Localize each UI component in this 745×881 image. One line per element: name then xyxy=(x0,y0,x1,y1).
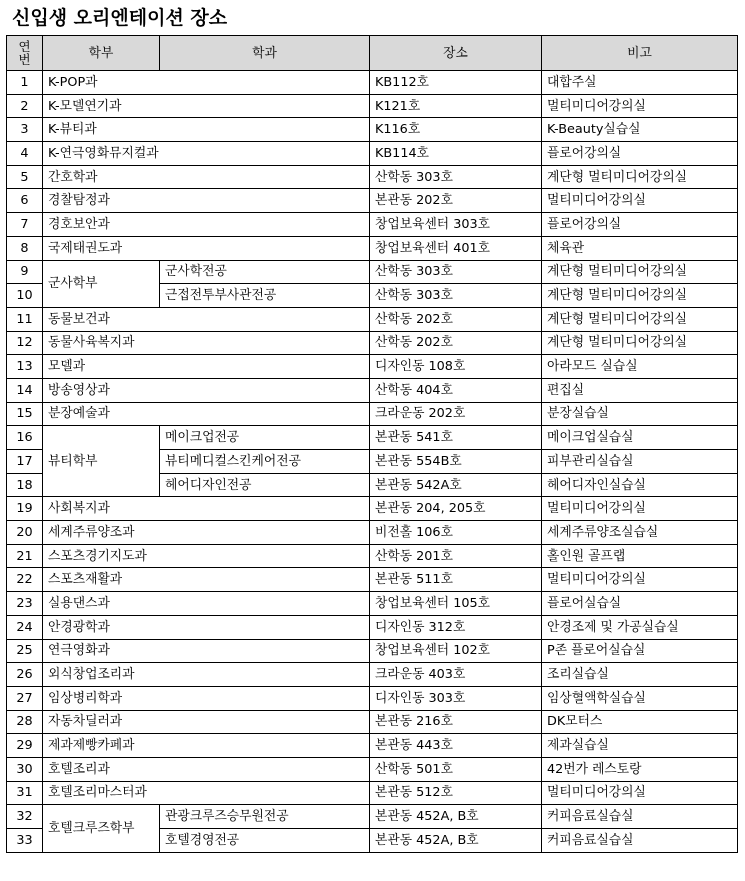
table-row xyxy=(7,307,738,331)
table-row xyxy=(7,426,738,450)
cell-place: 본관동 541호 xyxy=(370,426,542,450)
cell-place: K121호 xyxy=(370,94,542,118)
cell-place: 산학동 501호 xyxy=(370,757,542,781)
header-dept: 학부 xyxy=(43,36,160,71)
cell-place: 디자인동 108호 xyxy=(370,355,542,379)
cell-note: 멀티미디어강의실 xyxy=(542,568,738,592)
cell-place: 창업보육센터 105호 xyxy=(370,592,542,616)
cell-dept-name: 세계주류양조과 xyxy=(43,521,370,545)
table-row xyxy=(7,260,738,284)
cell-note: 플로어실습실 xyxy=(542,592,738,616)
cell-no: 29 xyxy=(7,734,43,758)
cell-no: 24 xyxy=(7,615,43,639)
cell-no: 32 xyxy=(7,805,43,829)
cell-dept-name: K-POP과 xyxy=(43,71,370,95)
header-no-top: 연 xyxy=(18,39,31,54)
cell-no: 11 xyxy=(7,307,43,331)
cell-dept-name: 임상병리학과 xyxy=(43,686,370,710)
cell-dept-name: 스포츠재활과 xyxy=(43,568,370,592)
cell-place: 디자인동 303호 xyxy=(370,686,542,710)
table-row xyxy=(7,497,738,521)
cell-place: 산학동 303호 xyxy=(370,165,542,189)
cell-no: 16 xyxy=(7,426,43,450)
cell-place: 본관동 443호 xyxy=(370,734,542,758)
cell-note: 대합주실 xyxy=(542,71,738,95)
cell-note: 멀티미디어강의실 xyxy=(542,94,738,118)
table-row xyxy=(7,663,738,687)
cell-place: K116호 xyxy=(370,118,542,142)
cell-dept: 뷰티학부 xyxy=(43,426,160,497)
cell-note: 멀티미디어강의실 xyxy=(542,189,738,213)
cell-note: 임상혈액학실습실 xyxy=(542,686,738,710)
cell-major: 헤어디자인전공 xyxy=(160,473,370,497)
cell-note: 안경조제 및 가공실습실 xyxy=(542,615,738,639)
cell-dept-name: K-연극영화뮤지컬과 xyxy=(43,142,370,166)
table-row xyxy=(7,189,738,213)
cell-note: 플로어강의실 xyxy=(542,213,738,237)
header-row xyxy=(7,36,738,71)
cell-dept-name: 사회복지과 xyxy=(43,497,370,521)
header-no xyxy=(7,36,43,71)
table-row xyxy=(7,236,738,260)
cell-place: 크라운동 202호 xyxy=(370,402,542,426)
cell-place: 본관동 452A, B호 xyxy=(370,829,542,853)
cell-no: 6 xyxy=(7,189,43,213)
cell-note: 계단형 멀티미디어강의실 xyxy=(542,284,738,308)
cell-note: 세계주류양조실습실 xyxy=(542,521,738,545)
cell-no: 15 xyxy=(7,402,43,426)
cell-dept-name: 자동차딜러과 xyxy=(43,710,370,734)
cell-dept-name: 외식창업조리과 xyxy=(43,663,370,687)
table-row xyxy=(7,805,738,829)
cell-dept: 군사학부 xyxy=(43,260,160,307)
cell-no: 23 xyxy=(7,592,43,616)
cell-no: 17 xyxy=(7,450,43,474)
table-row xyxy=(7,686,738,710)
cell-dept-name: 동물보건과 xyxy=(43,307,370,331)
table-row xyxy=(7,639,738,663)
cell-note: 커피음료실습실 xyxy=(542,829,738,853)
cell-dept-name: 간호학과 xyxy=(43,165,370,189)
cell-place: 산학동 202호 xyxy=(370,331,542,355)
cell-no: 10 xyxy=(7,284,43,308)
cell-dept-name: 모델과 xyxy=(43,355,370,379)
cell-dept-name: 경호보안과 xyxy=(43,213,370,237)
cell-place: 본관동 512호 xyxy=(370,781,542,805)
table-row xyxy=(7,781,738,805)
header-major: 학과 xyxy=(160,36,370,71)
cell-dept-name: 제과제빵카페과 xyxy=(43,734,370,758)
cell-dept-name: 안경광학과 xyxy=(43,615,370,639)
cell-note: 멀티미디어강의실 xyxy=(542,781,738,805)
table-row xyxy=(7,331,738,355)
header-no-bottom: 번 xyxy=(18,52,31,67)
cell-place: KB114호 xyxy=(370,142,542,166)
cell-no: 20 xyxy=(7,521,43,545)
cell-note: 피부관리실습실 xyxy=(542,450,738,474)
cell-dept-name: 실용댄스과 xyxy=(43,592,370,616)
cell-no: 1 xyxy=(7,71,43,95)
cell-no: 5 xyxy=(7,165,43,189)
cell-note: 42번가 레스토랑 xyxy=(542,757,738,781)
cell-note: P존 플로어실습실 xyxy=(542,639,738,663)
cell-place: 산학동 404호 xyxy=(370,378,542,402)
table-row xyxy=(7,757,738,781)
header-place: 장소 xyxy=(370,36,542,71)
cell-dept-name: 연극영화과 xyxy=(43,639,370,663)
cell-no: 26 xyxy=(7,663,43,687)
cell-no: 14 xyxy=(7,378,43,402)
cell-no: 30 xyxy=(7,757,43,781)
cell-place: 창업보육센터 303호 xyxy=(370,213,542,237)
cell-no: 4 xyxy=(7,142,43,166)
cell-place: 디자인동 312호 xyxy=(370,615,542,639)
cell-no: 2 xyxy=(7,94,43,118)
cell-dept-name: 국제태권도과 xyxy=(43,236,370,260)
cell-place: 본관동 204, 205호 xyxy=(370,497,542,521)
table-row xyxy=(7,213,738,237)
cell-dept-name: 호텔조리마스터과 xyxy=(43,781,370,805)
table-row xyxy=(7,710,738,734)
table-row xyxy=(7,165,738,189)
page-title: 신입생 오리엔테이션 장소 xyxy=(12,7,228,29)
cell-dept-name: K-뷰티과 xyxy=(43,118,370,142)
cell-note: DK모터스 xyxy=(542,710,738,734)
cell-major: 뷰티메디컬스킨케어전공 xyxy=(160,450,370,474)
cell-note: 계단형 멀티미디어강의실 xyxy=(542,331,738,355)
table-row xyxy=(7,592,738,616)
table-body xyxy=(7,71,738,853)
cell-place: 창업보육센터 102호 xyxy=(370,639,542,663)
cell-dept-name: 동물사육복지과 xyxy=(43,331,370,355)
cell-note: 플로어강의실 xyxy=(542,142,738,166)
table-row xyxy=(7,521,738,545)
table-row xyxy=(7,544,738,568)
table-row xyxy=(7,378,738,402)
cell-note: 커피음료실습실 xyxy=(542,805,738,829)
cell-no: 22 xyxy=(7,568,43,592)
cell-place: 본관동 511호 xyxy=(370,568,542,592)
cell-note: 홀인원 골프랩 xyxy=(542,544,738,568)
cell-place: 산학동 202호 xyxy=(370,307,542,331)
cell-no: 8 xyxy=(7,236,43,260)
cell-note: 계단형 멀티미디어강의실 xyxy=(542,307,738,331)
cell-note: 멀티미디어강의실 xyxy=(542,497,738,521)
cell-place: 크라운동 403호 xyxy=(370,663,542,687)
cell-dept-name: 분장예술과 xyxy=(43,402,370,426)
cell-dept-name: K-모델연기과 xyxy=(43,94,370,118)
cell-place: 비전홀 106호 xyxy=(370,521,542,545)
cell-no: 19 xyxy=(7,497,43,521)
table-row xyxy=(7,142,738,166)
table-row xyxy=(7,402,738,426)
cell-note: 체육관 xyxy=(542,236,738,260)
cell-place: 본관동 452A, B호 xyxy=(370,805,542,829)
table-row xyxy=(7,71,738,95)
cell-note: 계단형 멀티미디어강의실 xyxy=(542,260,738,284)
cell-place: 창업보육센터 401호 xyxy=(370,236,542,260)
cell-place: 본관동 554B호 xyxy=(370,450,542,474)
table-row xyxy=(7,355,738,379)
cell-no: 9 xyxy=(7,260,43,284)
cell-major: 관광크루즈승무원전공 xyxy=(160,805,370,829)
cell-no: 28 xyxy=(7,710,43,734)
cell-no: 33 xyxy=(7,829,43,853)
cell-no: 18 xyxy=(7,473,43,497)
header-note: 비고 xyxy=(542,36,738,71)
cell-note: 아라모드 실습실 xyxy=(542,355,738,379)
cell-major: 메이크업전공 xyxy=(160,426,370,450)
table-row xyxy=(7,615,738,639)
cell-note: 계단형 멀티미디어강의실 xyxy=(542,165,738,189)
cell-major: 근접전투부사관전공 xyxy=(160,284,370,308)
cell-no: 13 xyxy=(7,355,43,379)
cell-dept-name: 스포츠경기지도과 xyxy=(43,544,370,568)
cell-no: 3 xyxy=(7,118,43,142)
cell-place: 본관동 216호 xyxy=(370,710,542,734)
cell-major: 호텔경영전공 xyxy=(160,829,370,853)
cell-note: 제과실습실 xyxy=(542,734,738,758)
cell-no: 25 xyxy=(7,639,43,663)
table-row xyxy=(7,568,738,592)
cell-place: 산학동 303호 xyxy=(370,284,542,308)
cell-place: 본관동 542A호 xyxy=(370,473,542,497)
cell-no: 7 xyxy=(7,213,43,237)
cell-dept-name: 호텔조리과 xyxy=(43,757,370,781)
table-row xyxy=(7,734,738,758)
cell-major: 군사학전공 xyxy=(160,260,370,284)
table-row xyxy=(7,94,738,118)
cell-note: 편집실 xyxy=(542,378,738,402)
cell-place: 산학동 303호 xyxy=(370,260,542,284)
cell-no: 21 xyxy=(7,544,43,568)
table-row xyxy=(7,118,738,142)
cell-place: 본관동 202호 xyxy=(370,189,542,213)
cell-place: 산학동 201호 xyxy=(370,544,542,568)
orientation-table xyxy=(6,35,738,853)
cell-no: 12 xyxy=(7,331,43,355)
cell-no: 31 xyxy=(7,781,43,805)
cell-no: 27 xyxy=(7,686,43,710)
cell-note: K-Beauty실습실 xyxy=(542,118,738,142)
cell-note: 조리실습실 xyxy=(542,663,738,687)
cell-place: KB112호 xyxy=(370,71,542,95)
cell-note: 분장실습실 xyxy=(542,402,738,426)
cell-note: 헤어디자인실습실 xyxy=(542,473,738,497)
cell-dept-name: 방송영상과 xyxy=(43,378,370,402)
cell-note: 메이크업실습실 xyxy=(542,426,738,450)
cell-dept-name: 경찰탐정과 xyxy=(43,189,370,213)
cell-dept: 호텔크루즈학부 xyxy=(43,805,160,852)
